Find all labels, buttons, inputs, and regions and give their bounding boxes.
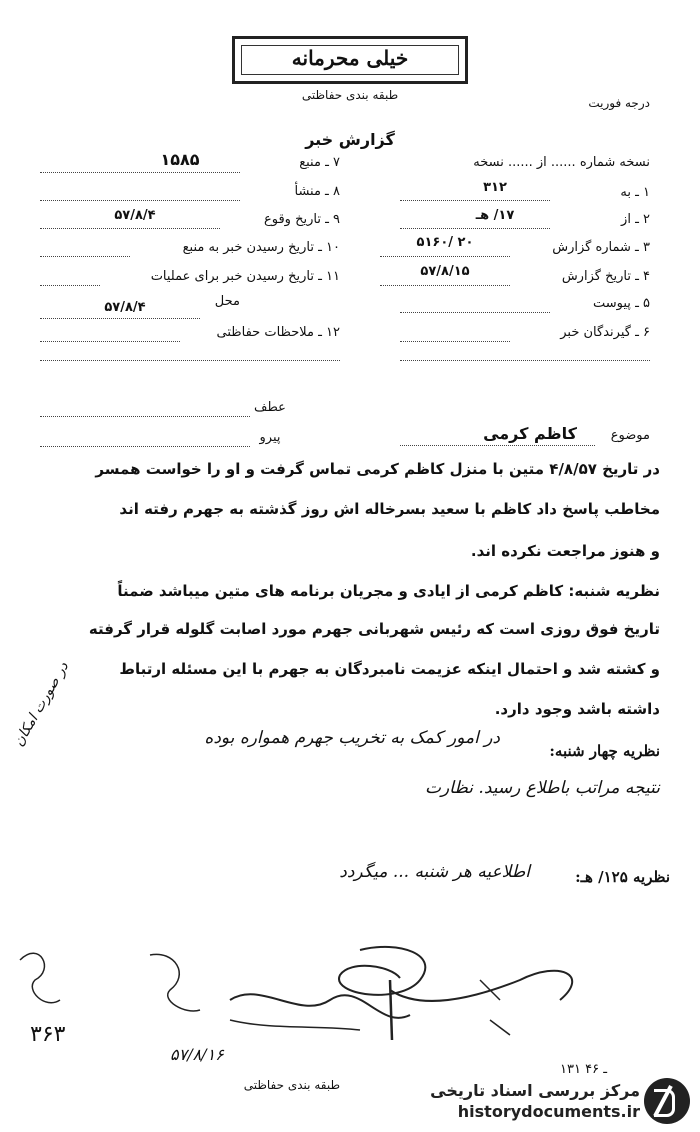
body-line: نظریه شنبه: کاظم کرمی از ایادی و مجریان برنامه های متین میباشد ضمناً bbox=[117, 582, 660, 600]
handwritten-note-label: نظریه ۱۲۵/ هـ: bbox=[575, 868, 670, 886]
priority-label: درجه فوریت bbox=[588, 96, 650, 110]
body-line: در تاریخ ۴/۸/۵۷ متین با منزل کاظم کرمی تماس گرفت و او را خواست همسر bbox=[95, 460, 660, 478]
field-label: ۱۰ ـ تاریخ رسیدن خبر به منبع bbox=[182, 240, 340, 255]
dotted-line bbox=[40, 200, 240, 201]
body-line: داشته باشد وجود دارد. bbox=[494, 700, 660, 718]
field-label: ۷ ـ منبع bbox=[299, 155, 340, 170]
body-line: و کشته شد و احتمال اینکه عزیمت نامبردگان به جهرم با این مسئله ارتباط bbox=[119, 660, 660, 678]
dotted-line bbox=[400, 228, 550, 229]
dotted-line bbox=[400, 312, 550, 313]
dotted-line bbox=[40, 172, 240, 173]
copy-line: نسخه شماره ...... از ...... نسخه bbox=[473, 155, 650, 170]
dotted-line bbox=[40, 416, 250, 417]
field-label: ۱ ـ به bbox=[620, 185, 650, 200]
page-title: گزارش خبر bbox=[305, 130, 395, 149]
dotted-line bbox=[380, 285, 510, 286]
handwritten-margin-note: در صورت امکان bbox=[10, 659, 72, 750]
side-note-atf: عطف bbox=[254, 400, 286, 415]
dotted-line bbox=[400, 360, 650, 361]
body-line: تاریخ فوق روزی است که رئیس شهربانی جهرم مورد اصابت گلوله قرار گرفته bbox=[88, 620, 660, 638]
dotted-line bbox=[40, 341, 180, 342]
field-value: ۱۷/ هـ bbox=[475, 208, 515, 223]
field-value: ۵۱۶۰/ ۲۰ bbox=[416, 235, 474, 250]
dotted-line bbox=[400, 200, 550, 201]
field-label: ۳ ـ شماره گزارش bbox=[552, 240, 650, 255]
dotted-line bbox=[400, 341, 510, 342]
field-label: ۹ ـ تاریخ وقوع bbox=[263, 212, 340, 227]
field-label: ۲ ـ از bbox=[621, 212, 650, 227]
field-label: محل bbox=[214, 294, 240, 309]
handwritten-note: نتیجه مراتب باطلاع رسید. نظارت bbox=[424, 778, 660, 798]
handwritten-note: در امور کمک به تخریب جهرم همواره بوده bbox=[204, 728, 500, 748]
dotted-line bbox=[400, 445, 595, 446]
topic-label: موضوع bbox=[610, 428, 650, 443]
document-ref: ۱۳۱ ـ ۴۶ bbox=[560, 1062, 608, 1077]
handwritten-number: ۳۶۳ bbox=[30, 1022, 66, 1047]
stamp-text: خیلی محرمانه bbox=[291, 46, 409, 70]
field-value: ۳۱۲ bbox=[483, 180, 507, 195]
classification-label: طبقه بندی حفاظتی bbox=[301, 88, 399, 102]
side-note-peyro: پیرو bbox=[259, 430, 281, 445]
watermark-title: مرکز بررسی اسناد تاریخی bbox=[430, 1081, 640, 1100]
field-label: ۶ ـ گیرندگان خبر bbox=[560, 325, 650, 340]
field-label: ۱۱ ـ تاریخ رسیدن خبر برای عملیات bbox=[150, 269, 340, 284]
field-label: ۵ ـ پیوست bbox=[593, 296, 650, 311]
watermark-url[interactable]: historydocuments.ir bbox=[457, 1102, 640, 1121]
field-label: ۸ ـ منشأ bbox=[294, 184, 340, 199]
dotted-line bbox=[40, 256, 130, 257]
dotted-line bbox=[40, 228, 220, 229]
dotted-line bbox=[380, 256, 510, 257]
signature-scribbles bbox=[0, 920, 700, 1080]
dotted-line bbox=[40, 446, 250, 447]
field-value: ۵۷/۸/۴ bbox=[114, 208, 156, 223]
field-value: ۵۷/۸/۱۵ bbox=[420, 264, 470, 279]
body-line: مخاطب پاسخ داد کاظم با سعید بسرخاله اش روز گذشته به جهرم رفته اند bbox=[119, 500, 660, 518]
body-line: و هنوز مراجعت نکرده اند. bbox=[470, 542, 660, 560]
field-label: ۱۲ ـ ملاحظات حفاظتی bbox=[216, 325, 340, 340]
field-value: ۵۷/۸/۴ bbox=[104, 300, 146, 315]
handwritten-note-label: نظریه چهار شنبه: bbox=[549, 742, 660, 760]
topic-value: کاظم کرمی bbox=[483, 424, 577, 443]
handwritten-date: ۵۷/۸/۱۶ bbox=[170, 1045, 224, 1064]
dotted-line bbox=[40, 360, 340, 361]
field-value: ۱۵۸۵ bbox=[160, 150, 200, 169]
bottom-classification-label: طبقه بندی حفاظتی bbox=[243, 1078, 340, 1092]
dotted-line bbox=[40, 318, 200, 319]
handwritten-note: اطلاعیه هر شنبه ... میگردد bbox=[339, 862, 530, 882]
archive-logo-icon bbox=[644, 1078, 690, 1124]
dotted-line bbox=[40, 285, 100, 286]
field-label: ۴ ـ تاریخ گزارش bbox=[561, 269, 650, 284]
